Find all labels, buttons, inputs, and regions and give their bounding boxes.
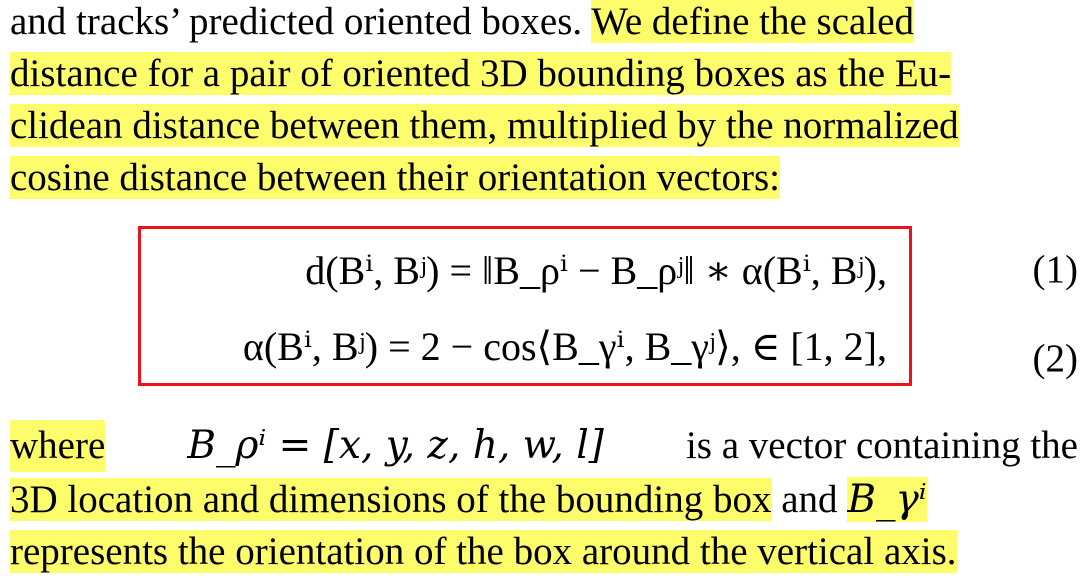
text-highlight: clidean distance between them, multiplied by the normalized — [10, 104, 959, 147]
paragraph1-line4 — [10, 152, 1078, 204]
equation-1: d(Bⁱ, Bʲ) = ‖B_ρⁱ − B_ρʲ‖ ∗ α(Bⁱ, Bʲ), — [305, 248, 887, 293]
text-highlight: distance for a pair of oriented 3D bounding boxes as the Eu- — [10, 52, 952, 95]
text-highlight: represents the orientation of the box around the vertical axis. — [10, 530, 957, 573]
text-plain: and tracks’ predicted oriented boxes. — [10, 0, 583, 43]
text-highlight: where — [10, 420, 105, 472]
text-highlight: We define the scaled — [591, 0, 914, 43]
text-plain: is a vector containing the — [685, 424, 1078, 467]
text-highlight: 3D location and dimensions of the bounding box — [10, 478, 772, 521]
math-b-rho: B_ρⁱ = [x, y, z, h, w, l] — [187, 423, 604, 468]
text-highlight: cosine distance between their orientation vectors: — [10, 156, 780, 199]
paragraph2-line2 — [10, 474, 1078, 526]
paragraph2-line1 — [10, 420, 1078, 472]
paragraph2-line3 — [10, 526, 1078, 578]
equation-1-number: (1) — [1032, 248, 1078, 291]
paragraph1-line1 — [10, 0, 1078, 48]
equation-2: α(Bⁱ, Bʲ) = 2 − cos⟨B_γⁱ, B_γʲ⟩, ∈ [1, 2], — [242, 324, 887, 369]
paragraph1-line3 — [10, 100, 1078, 152]
math-b-gamma: B_γⁱ — [847, 477, 927, 522]
paragraph1-line2 — [10, 48, 1078, 100]
equation-box — [138, 226, 912, 386]
text-plain: and — [781, 478, 838, 521]
equation-2-number: (2) — [1032, 337, 1078, 380]
